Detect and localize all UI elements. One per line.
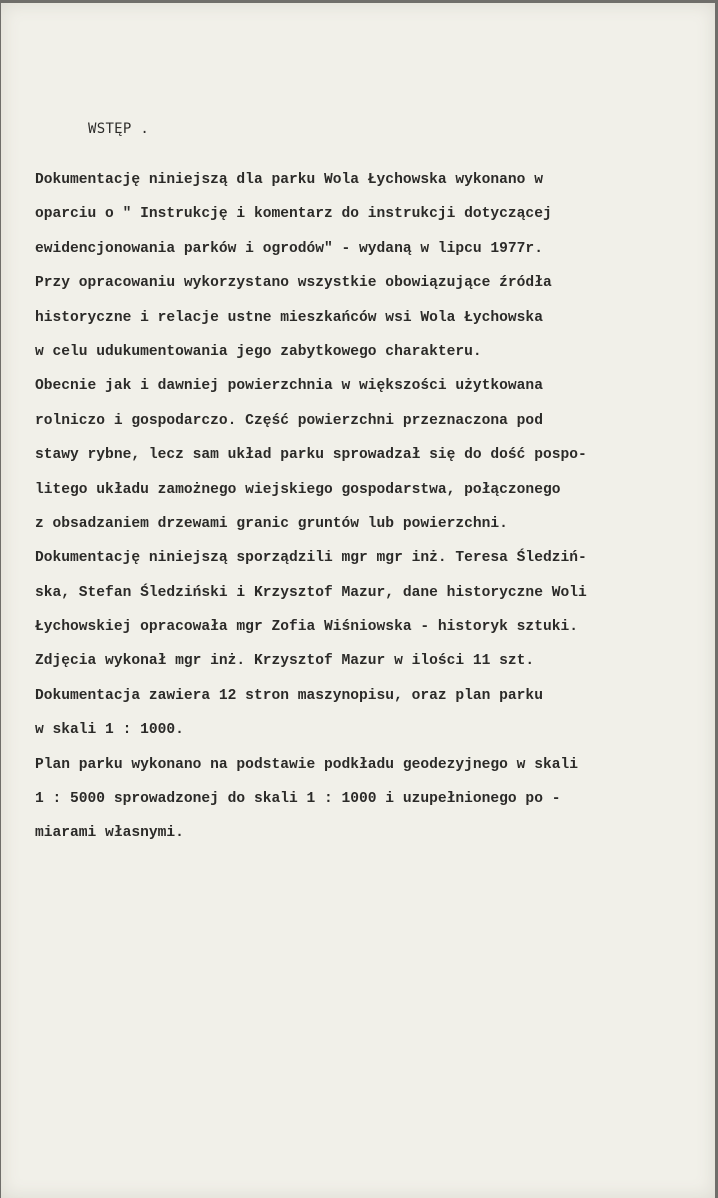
text-line: litego układu zamożnego wiejskiego gospodarstwa, połączonego <box>35 481 561 498</box>
text-line: 1 : 5000 sprowadzonej do skali 1 : 1000 i uzupełnionego po - <box>35 791 561 808</box>
text-line: Obecnie jak i dawniej powierzchnia w większości użytkowana <box>35 378 543 395</box>
text-line: ewidencjonowania parków i ogrodów" - wydaną w lipcu 1977r. <box>35 240 543 257</box>
text-line: w skali 1 : 1000. <box>35 722 184 739</box>
document-body <box>35 163 705 851</box>
text-line: Plan parku wykonano na podstawie podkładu geodezyjnego w skali <box>35 756 578 773</box>
text-line: historyczne i relacje ustne mieszkańców wsi Wola Łychowska <box>35 309 543 326</box>
text-line: Przy opracowaniu wykorzystano wszystkie obowiązujące źródła <box>35 275 552 292</box>
text-line: stawy rybne, lecz sam układ parku sprowadzał się do dość pospo- <box>35 447 587 464</box>
text-line: Dokumentacja zawiera 12 stron maszynopisu, oraz plan parku <box>35 687 543 704</box>
text-line: oparciu o " Instrukcję i komentarz do instrukcji dotyczącej <box>35 206 552 223</box>
text-line: ska, Stefan Śledziński i Krzysztof Mazur, dane historyczne Woli <box>35 584 587 601</box>
text-line: w celu udukumentowania jego zabytkowego charakteru. <box>35 343 482 360</box>
text-line: Łychowskiej opracowała mgr Zofia Wiśniowska - historyk sztuki. <box>35 619 578 636</box>
section-heading: WSTĘP . <box>88 121 150 137</box>
text-line: Dokumentację niniejszą sporządzili mgr mgr inż. Teresa Śledziń- <box>35 550 587 567</box>
text-line: rolniczo i gospodarczo. Część powierzchni przeznaczona pod <box>35 412 543 429</box>
text-line: Dokumentację niniejszą dla parku Wola Łychowska wykonano w <box>35 172 543 188</box>
text-line: Zdjęcia wykonał mgr inż. Krzysztof Mazur w ilości 11 szt. <box>35 653 535 670</box>
text-line: miarami własnymi. <box>35 825 184 842</box>
text-line: z obsadzaniem drzewami granic gruntów lub powierzchni. <box>35 515 508 532</box>
document-page <box>1 3 715 1198</box>
